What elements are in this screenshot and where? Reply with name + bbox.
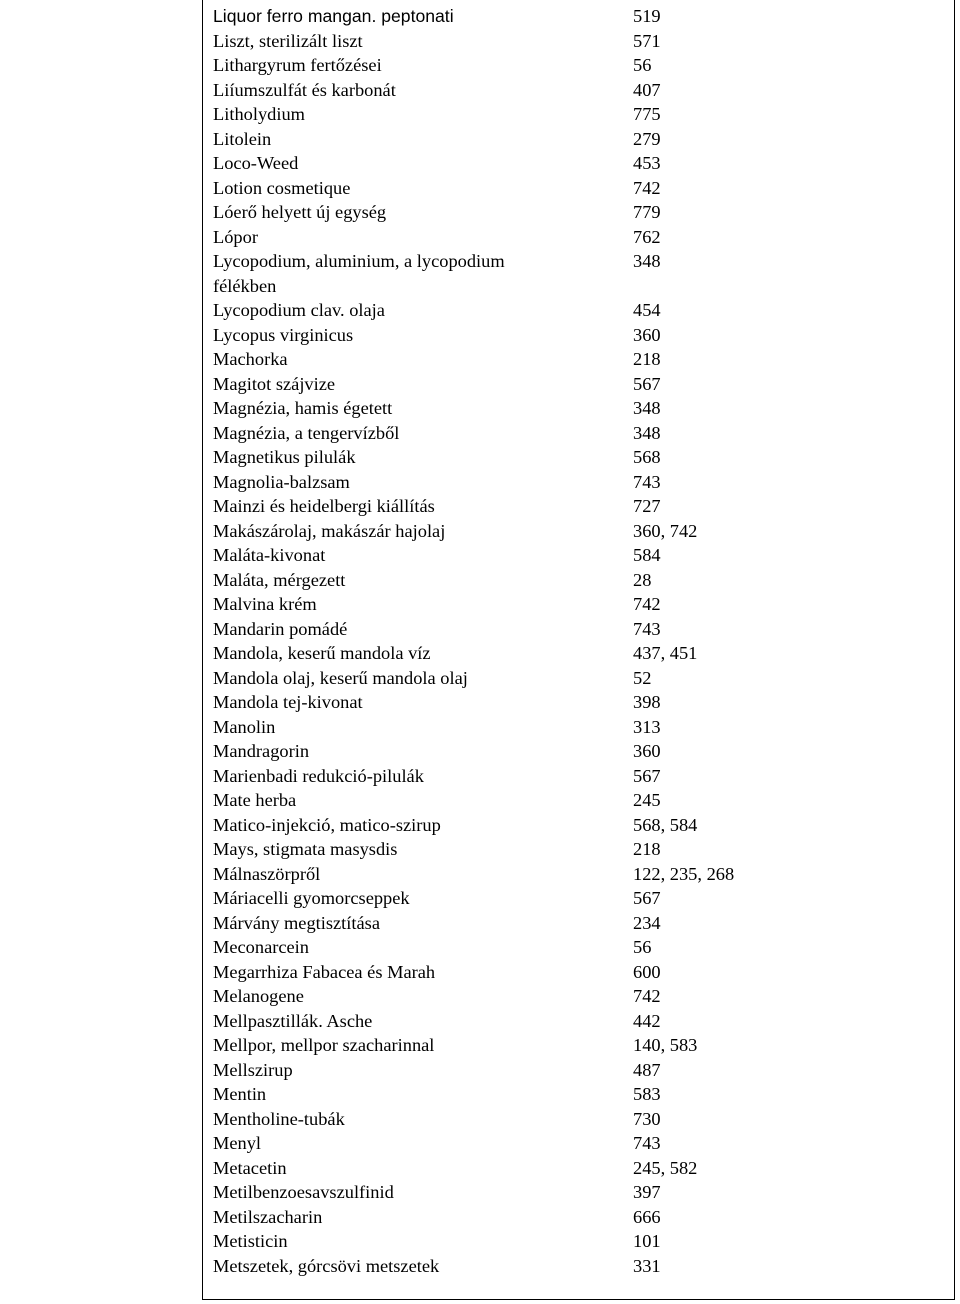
index-pages: 140, 583 — [633, 1035, 698, 1055]
index-term: Melanogene — [213, 986, 304, 1006]
index-pages: 56 — [633, 55, 652, 75]
index-term: Máriacelli gyomorcseppek — [213, 888, 410, 908]
index-row — [213, 617, 953, 642]
index-term: Magnetikus pilulák — [213, 447, 356, 467]
index-row — [213, 764, 953, 789]
index-term: Loco-Weed — [213, 153, 299, 173]
index-row — [213, 151, 953, 176]
index-row — [213, 347, 953, 372]
index-pages: 775 — [633, 104, 661, 124]
index-term: Mellpor, mellpor szacharinnal — [213, 1035, 435, 1055]
index-term: Lópor — [213, 226, 258, 247]
index-pages: 313 — [633, 716, 661, 737]
index-pages: 519 — [633, 6, 661, 26]
index-row — [213, 1180, 953, 1205]
index-term: Mandola tej-kivonat — [213, 692, 363, 712]
index-term: Menyl — [213, 1133, 262, 1153]
index-pages: 52 — [633, 667, 652, 688]
index-pages: 727 — [633, 496, 661, 516]
index-pages: 743 — [633, 618, 661, 639]
index-term: Meconarcein — [213, 937, 309, 957]
index-row — [213, 984, 953, 1009]
index-row — [213, 666, 953, 691]
index-row — [213, 127, 953, 152]
index-row — [213, 960, 953, 985]
index-term: Metacetin — [213, 1157, 287, 1178]
index-pages: 360 — [633, 324, 661, 345]
index-pages: 742 — [633, 986, 661, 1006]
index-row — [213, 813, 953, 838]
index-pages: 567 — [633, 373, 661, 394]
index-term: Mate herba — [213, 790, 297, 810]
index-term: Metilbenzoesavszulfinid — [213, 1182, 394, 1202]
index-term: Lycopus virginicus — [213, 324, 354, 345]
index-pages: 437, 451 — [633, 643, 698, 663]
index-pages: 742 — [633, 594, 661, 614]
index-row — [213, 200, 953, 225]
index-pages: 779 — [633, 202, 661, 222]
index-term: Maláta, mérgezett — [213, 569, 346, 590]
index-term: Malvina krém — [213, 594, 317, 614]
index-row — [213, 421, 953, 446]
index-term: Mentholine-tubák — [213, 1108, 345, 1129]
index-pages: 568 — [633, 447, 661, 467]
index-row — [213, 470, 953, 495]
index-row — [213, 1009, 953, 1034]
index-row — [213, 1033, 953, 1058]
index-pages: 442 — [633, 1010, 661, 1031]
index-row — [213, 1107, 953, 1132]
index-pages: 245 — [633, 790, 661, 810]
index-row — [213, 1205, 953, 1230]
index-term: Metilszacharin — [213, 1206, 323, 1227]
index-term: Mainzi és heidelbergi kiállítás — [213, 496, 435, 516]
index-term: Marienbadi redukció-pilulák — [213, 765, 424, 786]
index-term: Litolein — [213, 128, 272, 149]
index-term: Liszt, sterilizált liszt — [213, 30, 363, 51]
index-row — [213, 1254, 953, 1279]
index-pages: 583 — [633, 1084, 661, 1104]
index-pages: 568, 584 — [633, 814, 698, 835]
index-pages: 600 — [633, 961, 661, 982]
index-term: Mellpasztillák. Asche — [213, 1010, 373, 1031]
index-row — [213, 1156, 953, 1181]
index-row — [213, 102, 953, 127]
index-term: Magitot szájvize — [213, 373, 336, 394]
index-row — [213, 935, 953, 960]
index-term: Mandola, keserű mandola víz — [213, 643, 431, 663]
index-row — [213, 862, 953, 887]
index-row — [213, 1131, 953, 1156]
index-pages: 245, 582 — [633, 1157, 698, 1178]
index-term: Liíumszulfát és karbonát — [213, 79, 396, 100]
index-row — [213, 445, 953, 470]
index-row — [213, 29, 953, 54]
index-table — [213, 4, 953, 1278]
index-row — [213, 323, 953, 348]
index-term: Makászárolaj, makászár hajolaj — [213, 520, 446, 541]
index-row — [213, 298, 953, 323]
index-term: Mays, stigmata masysdis — [213, 839, 398, 859]
index-pages: 397 — [633, 1182, 661, 1202]
index-row — [213, 715, 953, 740]
index-pages: 742 — [633, 177, 661, 198]
index-term: Lotion cosmetique — [213, 177, 351, 198]
index-term: Manolin — [213, 716, 276, 737]
index-row — [213, 690, 953, 715]
index-pages: 101 — [633, 1231, 661, 1251]
index-term: Mellszirup — [213, 1059, 293, 1080]
index-row — [213, 519, 953, 544]
index-row — [213, 78, 953, 103]
index-pages: 218 — [633, 349, 661, 369]
index-row — [213, 788, 953, 813]
index-pages: 454 — [633, 300, 661, 320]
index-pages: 122, 235, 268 — [633, 863, 735, 884]
index-row — [213, 4, 953, 29]
index-pages: 567 — [633, 888, 661, 908]
index-term: Lithargyrum fertőzései — [213, 55, 382, 75]
index-pages: 571 — [633, 30, 661, 51]
index-row — [213, 886, 953, 911]
index-term: Machorka — [213, 349, 288, 369]
index-pages: 730 — [633, 1108, 661, 1129]
index-term: Mentin — [213, 1084, 267, 1104]
index-term: Mandarin pomádé — [213, 618, 348, 639]
index-pages: 487 — [633, 1059, 661, 1080]
index-pages: 567 — [633, 765, 661, 786]
index-term: Megarrhiza Fabacea és Marah — [213, 961, 436, 982]
index-term: Málnaszörpről — [213, 863, 321, 884]
index-pages: 348 — [633, 398, 661, 418]
index-term: Maláta-kivonat — [213, 545, 326, 565]
index-pages: 234 — [633, 912, 661, 933]
index-pages: 56 — [633, 937, 652, 957]
index-row — [213, 837, 953, 862]
index-row — [213, 592, 953, 617]
index-term: Mandragorin — [213, 741, 310, 761]
index-term: Liquor ferro mangan. peptonati — [213, 6, 454, 26]
index-term: Lycopodium clav. olaja — [213, 300, 385, 320]
index-term: Magnézia, hamis égetett — [213, 398, 393, 418]
index-pages: 360, 742 — [633, 520, 698, 541]
index-pages: 453 — [633, 153, 661, 173]
index-pages: 28 — [633, 569, 652, 590]
index-row — [213, 396, 953, 421]
index-term: Magnézia, a tengervízből — [213, 422, 400, 443]
index-pages: 743 — [633, 1133, 661, 1153]
index-row — [213, 176, 953, 201]
index-term: Litholydium — [213, 104, 305, 124]
index-row — [213, 641, 953, 666]
index-pages: 762 — [633, 226, 661, 247]
index-pages: 218 — [633, 839, 661, 859]
index-pages: 360 — [633, 741, 661, 761]
index-term: Magnolia-balzsam — [213, 471, 350, 492]
index-pages: 398 — [633, 692, 661, 712]
index-term: Mandola olaj, keserű mandola olaj — [213, 667, 468, 688]
index-row — [213, 1058, 953, 1083]
index-row — [213, 225, 953, 250]
index-row — [213, 494, 953, 519]
index-term: Lycopodium, aluminium, a lycopodium félékben — [213, 251, 505, 296]
index-pages: 584 — [633, 545, 661, 565]
index-term: Metisticin — [213, 1231, 288, 1251]
index-row — [213, 568, 953, 593]
index-row — [213, 543, 953, 568]
index-pages: 666 — [633, 1206, 661, 1227]
index-row — [213, 1229, 953, 1254]
index-row — [213, 249, 953, 298]
index-row — [213, 911, 953, 936]
index-term: Matico-injekció, matico-szirup — [213, 814, 441, 835]
index-term: Lóerő helyett új egység — [213, 202, 387, 222]
index-row — [213, 372, 953, 397]
index-pages: 331 — [633, 1255, 661, 1276]
index-pages: 348 — [633, 422, 661, 443]
index-pages: 407 — [633, 79, 661, 100]
index-pages: 743 — [633, 471, 661, 492]
index-row — [213, 739, 953, 764]
index-term: Metszetek, górcsövi metszetek — [213, 1255, 440, 1276]
index-pages: 279 — [633, 128, 661, 149]
index-term: Márvány megtisztítása — [213, 912, 380, 933]
index-row — [213, 1082, 953, 1107]
index-row — [213, 53, 953, 78]
index-pages: 348 — [633, 251, 661, 271]
